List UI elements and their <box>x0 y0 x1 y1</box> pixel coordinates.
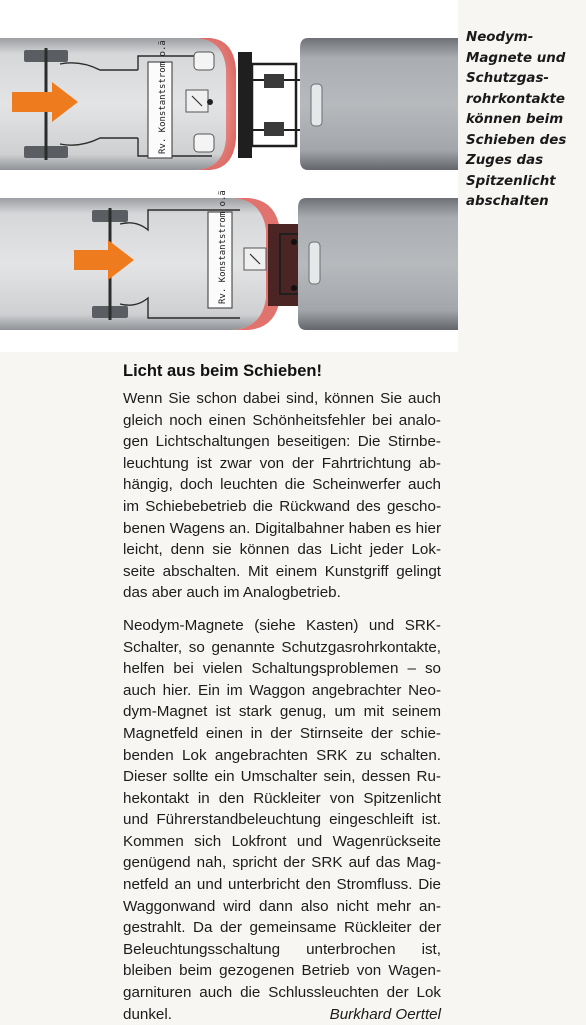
text-line: gen Lichtschaltungen beseitigen: Die Stirnbe- <box>123 433 441 451</box>
article-headline: Licht aus beim Schieben! <box>123 362 322 380</box>
text-line: Beleuchtungsschaltung unterbrochen ist, <box>123 940 441 958</box>
text-line: genügend nah, spricht der SRK auf das Mag- <box>123 854 441 872</box>
text-line: helfen bei vielen Schaltungsproblemen – so <box>123 660 441 678</box>
article <box>123 360 441 1025</box>
magnet-icon <box>311 84 322 126</box>
bottom-board-label: Rv. Konstantstrom o.ä <box>218 190 228 304</box>
text-line: Waggonwand wird dann also nicht mehr an- <box>123 897 441 915</box>
text-line: auch hier. Ein im Waggon angebrachter Neo- <box>123 681 441 699</box>
text-line: Wenn Sie schon dabei sind, können Sie auch <box>123 390 441 407</box>
magnet-icon <box>309 242 320 284</box>
text-line: gestrahlt. Da der gemeinsame Rückleiter der <box>123 919 441 937</box>
caption-line: Schieben des <box>466 132 567 148</box>
text-line: leicht, denn sie können das Licht jeder Lok- <box>123 541 441 559</box>
text-line: hekontakt in den Rückleiter von Spitzenlicht <box>123 789 441 807</box>
text-line: gleich noch einen Schönheitsfehler bei analo- <box>123 411 441 429</box>
text-line: Kommen sich Lokfront und Wagenrückseite <box>123 832 441 850</box>
caption-line: abschalten <box>466 194 549 209</box>
text-line: im Schiebebetrieb die Rückwand des gescho- <box>123 497 441 515</box>
caption-line: rohrkontakte <box>466 91 565 107</box>
headlight-bottom-icon <box>194 134 214 152</box>
text-line: seite abschalten. Mit einem Kunstgriff gelingt <box>123 562 441 580</box>
text-line: Neodym-Magnete (siehe Kasten) und SRK- <box>123 616 441 634</box>
figure-caption <box>466 28 578 213</box>
caption-line: Schutzgas- <box>466 71 549 86</box>
diagram-pushing-apart <box>0 30 458 178</box>
caption-line: können beim <box>466 112 564 127</box>
coupling <box>238 52 252 158</box>
text-line: Magnetfeld einen in der Stirnseite der schie- <box>123 724 441 742</box>
wagon-body <box>300 38 458 170</box>
text-line: und Führerstandbeleuchtung eingeschleift ist. <box>123 811 441 829</box>
paragraph-1 <box>123 388 441 604</box>
text-line: Schalter, so genannte Schutzgasrohrkontakte, <box>123 638 441 656</box>
text-line: dunkel. <box>123 1005 172 1023</box>
text-line: das aber auch im Analogbetrieb. <box>123 584 341 602</box>
text-line: netfeld an und unterbricht den Stromfluss. Die <box>123 876 441 894</box>
text-line: garnituren auch die Schlussleuchten der Lok <box>123 984 441 1002</box>
caption-line: Spitzenlicht <box>466 173 556 189</box>
text-line: Dieser sollte ein Umschalter sein, dessen Ru- <box>123 768 441 786</box>
closing-line <box>123 1004 441 1025</box>
text-line: leuchtung ist zwar von der Fahrtrichtung ab- <box>123 454 441 472</box>
text-line: bleiben beim gezogenen Betrieb von Wagen- <box>123 962 441 980</box>
paragraph-2 <box>123 615 441 1025</box>
text-line: benen Wagens an. Digitalbahner haben es hier <box>123 519 441 537</box>
top-board-label: Rv. Konstantstrom o.ä <box>158 40 168 154</box>
caption-line: Magnete und <box>466 50 566 66</box>
diagram-pushing-close <box>0 190 458 338</box>
caption-line: Neodym- <box>466 30 534 45</box>
headlight-top-icon <box>194 52 214 70</box>
text-line: dym-Magnet ist stark genug, um mit seinem <box>123 703 441 721</box>
caption-line: Zuges das <box>466 153 544 168</box>
text-line: hängig, doch leuchten die Scheinwerfer auch <box>123 476 441 494</box>
text-line: benden Lok angebrachten SRK zu schalten. <box>123 746 441 764</box>
author-byline: Burkhard Oerttel <box>329 1005 441 1023</box>
